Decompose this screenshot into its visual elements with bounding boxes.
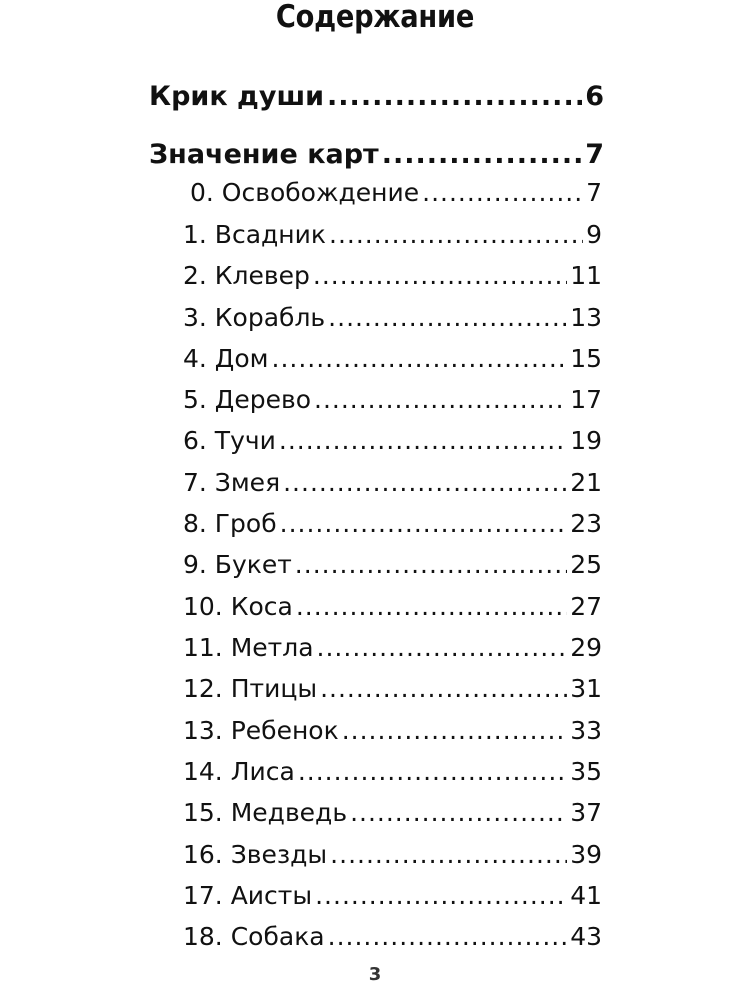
toc-entry-page: 6 [585, 81, 604, 112]
dot-leader [422, 173, 583, 213]
toc-entry-page: 7 [585, 139, 604, 170]
dot-leader [329, 215, 583, 255]
toc-entry-label: 8. Гроб [183, 509, 277, 538]
toc-card-entry [183, 256, 602, 296]
toc-entry-page: 39 [570, 840, 602, 869]
toc-entry-page: 27 [570, 592, 602, 621]
toc-card-entry [183, 835, 602, 875]
dot-leader [328, 917, 568, 957]
toc-card-entry [183, 215, 602, 255]
toc-entry-page: 29 [570, 633, 602, 662]
dot-leader [280, 504, 568, 544]
dot-leader [350, 793, 567, 833]
dot-leader [327, 77, 582, 117]
dot-leader [382, 135, 582, 175]
dot-leader [330, 835, 567, 875]
toc-entry-page: 23 [570, 509, 602, 538]
toc-entry-label: 0. Освобождение [190, 178, 420, 207]
toc-entry-page: 13 [570, 303, 602, 332]
toc-card-entry [183, 587, 602, 627]
toc-entry-page: 7 [586, 178, 602, 207]
dot-leader [283, 463, 567, 503]
toc-entry-label: 11. Метла [183, 633, 314, 662]
toc-section-entry [149, 77, 604, 117]
toc-card-entry [183, 463, 602, 503]
toc-entry-label: 16. Звезды [183, 840, 328, 869]
dot-leader [342, 711, 567, 751]
toc-entry-label: 10. Коса [183, 592, 293, 621]
toc-entry-label: 17. Аисты [183, 881, 313, 910]
toc-entry-label: 2. Клевер [183, 261, 310, 290]
dot-leader [279, 421, 567, 461]
dot-leader [317, 628, 568, 668]
dot-leader [320, 669, 567, 709]
toc-entry-page: 21 [570, 468, 602, 497]
toc-entry-page: 17 [570, 385, 602, 414]
toc-entry-label: 9. Букет [183, 550, 292, 579]
toc-section-entry [149, 135, 604, 175]
toc-entry-label: Значение карт [149, 139, 379, 170]
toc-entry-label: Крик души [149, 81, 325, 112]
toc-entry-page: 19 [570, 426, 602, 455]
toc-card-entry [190, 173, 602, 213]
toc-entry-label: 6. Тучи [183, 426, 276, 455]
toc-card-entry [183, 876, 602, 916]
toc-card-entry [183, 421, 602, 461]
toc-entry-page: 33 [570, 716, 602, 745]
toc-entry-label: 14. Лиса [183, 757, 295, 786]
toc-card-entry [183, 793, 602, 833]
toc-entry-page: 25 [570, 550, 602, 579]
toc-entry-label: 7. Змея [183, 468, 281, 497]
toc-card-entry [183, 545, 602, 585]
page-title: Содержание [275, 0, 475, 35]
toc-entry-page: 15 [570, 344, 602, 373]
toc-entry-label: 15. Медведь [183, 798, 348, 827]
toc-card-entry [183, 504, 602, 544]
toc-card-entry [183, 917, 602, 957]
toc-entry-label: 13. Ребенок [183, 716, 339, 745]
toc-card-entry [183, 380, 602, 420]
toc-card-entry [183, 711, 602, 751]
toc-entry-label: 3. Корабль [183, 303, 326, 332]
toc-entry-page: 9 [586, 220, 602, 249]
toc-entry-label: 5. Дерево [183, 385, 311, 414]
toc-entry-label: 12. Птицы [183, 674, 318, 703]
dot-leader [295, 545, 567, 585]
dot-leader [296, 587, 567, 627]
dot-leader [298, 752, 567, 792]
toc-card-entry [183, 669, 602, 709]
toc-entry-page: 37 [570, 798, 602, 827]
toc-entry-page: 11 [570, 261, 602, 290]
toc-card-entry [183, 752, 602, 792]
toc-entry-page: 41 [570, 881, 602, 910]
toc-entry-page: 43 [570, 922, 602, 951]
toc-entry-label: 18. Собака [183, 922, 325, 951]
toc-card-entry [183, 298, 602, 338]
dot-leader [315, 876, 567, 916]
dot-leader [313, 256, 567, 296]
toc-entry-page: 31 [570, 674, 602, 703]
toc-card-entry [183, 628, 602, 668]
dot-leader [328, 298, 567, 338]
toc-entry-label: 1. Всадник [183, 220, 326, 249]
dot-leader [314, 380, 567, 420]
dot-leader [272, 339, 568, 379]
page-number: 3 [368, 964, 382, 985]
toc-entry-label: 4. Дом [183, 344, 269, 373]
toc-card-entry [183, 339, 602, 379]
toc-entry-page: 35 [570, 757, 602, 786]
